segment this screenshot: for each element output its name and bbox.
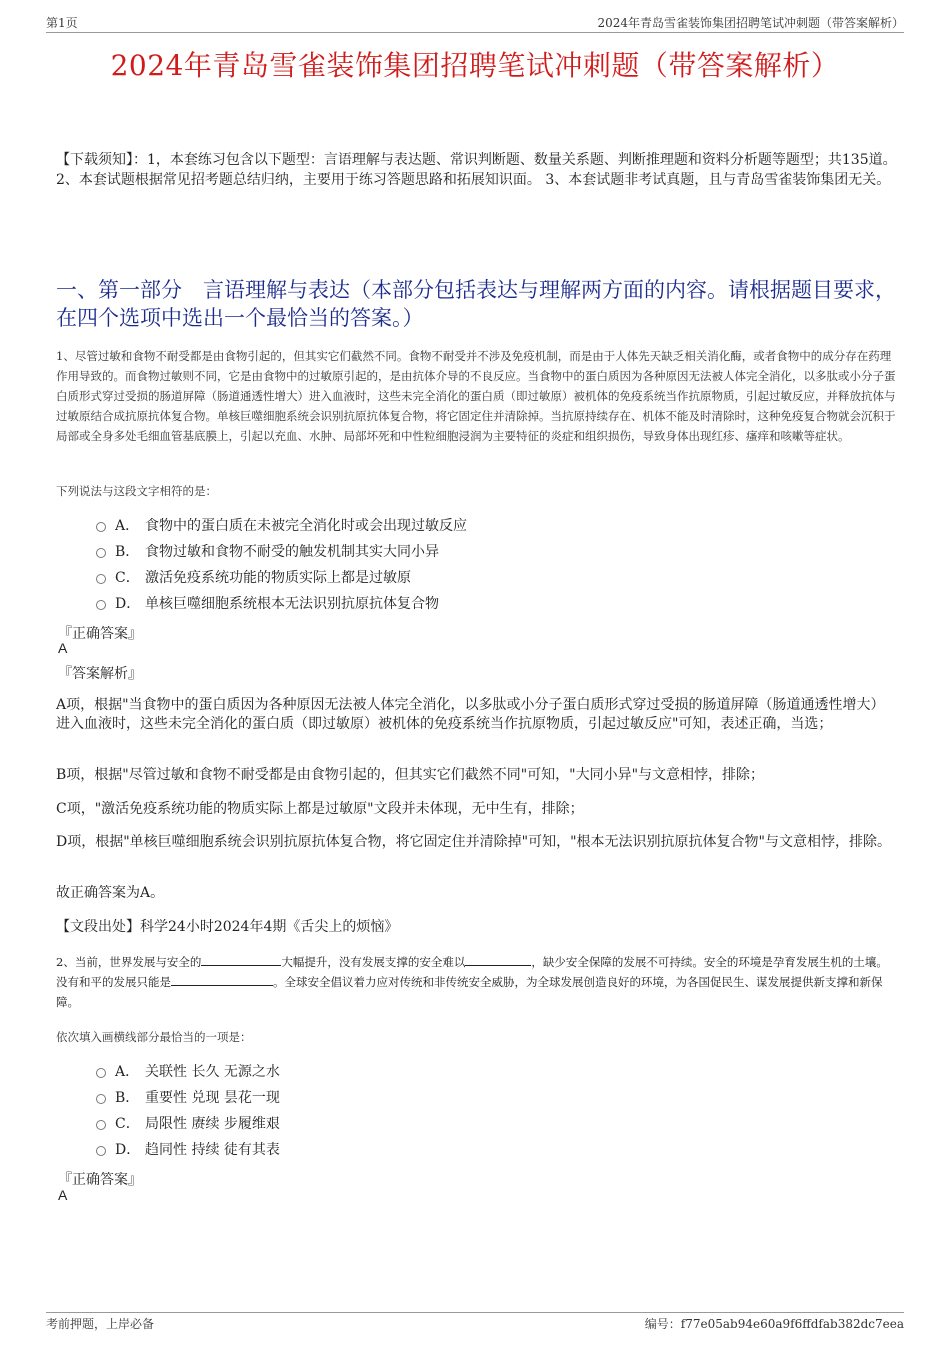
blank-2 [465, 953, 531, 966]
option-letter: C． [115, 570, 140, 586]
q2-text-4: 。全球安全倡议着力应对传统和非传统安全威胁，为全球发展创造良好的环境，为各国促民生、谋发展提供新支撑和新保障。 [56, 975, 883, 1009]
q1-option-a[interactable] [96, 513, 896, 539]
q1-option-d[interactable] [96, 591, 896, 617]
option-text: 单核巨噬细胞系统根本无法识别抗原抗体复合物 [145, 596, 439, 612]
option-letter: B． [115, 544, 140, 560]
q1-answer-label: 『正确答案』 [58, 626, 142, 642]
option-text: 趋同性 持续 徒有其表 [145, 1142, 280, 1158]
download-notice: 【下载须知】：1，本套练习包含以下题型：言语理解与表达题、常识判断题、数量关系题、判断推理题和资料分析题等题型；共135道。 2、本套试题根据常见招考题总结归纳，主要用于练习答题思路和拓展知识面。 3、本套试题非考试真题，且与青岛雪雀装饰集团无关。 [56, 152, 897, 188]
option-text: 激活免疫系统功能的物质实际上都是过敏原 [145, 570, 411, 586]
q2-option-a[interactable] [96, 1059, 896, 1085]
page-number: 第1页 [46, 16, 78, 30]
radio-button[interactable] [96, 1094, 106, 1104]
q2-options [96, 1059, 896, 1163]
q1-conclusion: 故正确答案为A。 [56, 885, 165, 901]
q2-option-b[interactable] [96, 1085, 896, 1111]
option-text: 食物过敏和食物不耐受的触发机制其实大同小异 [145, 544, 439, 560]
q2-option-d[interactable] [96, 1137, 896, 1163]
radio-button[interactable] [96, 574, 106, 584]
q2-answer: A [58, 1187, 68, 1203]
option-letter: A． [115, 1064, 140, 1080]
q1-answer: A [58, 640, 68, 656]
q1-analysis-c: C项，"激活免疫系统功能的物质实际上都是过敏原"文段并未体现，无中生有，排除； [56, 801, 584, 817]
radio-button[interactable] [96, 548, 106, 558]
page-header [46, 14, 904, 33]
q2-passage [56, 952, 898, 1012]
radio-button[interactable] [96, 522, 106, 532]
q2-text-2: 大幅提升，没有发展支撑的安全难以 [281, 955, 466, 969]
footer-slogan: 考前押题，上岸必备 [46, 1317, 155, 1331]
footer-serial: 编号：f77e05ab94e60a9f6ffdfab382dc7eea [644, 1317, 904, 1331]
q1-options [96, 513, 896, 617]
q1-analysis-label: 『答案解析』 [58, 666, 142, 682]
header-doc-title: 2024年青岛雪雀装饰集团招聘笔试冲刺题（带答案解析） [597, 16, 904, 30]
option-text: 食物中的蛋白质在未被完全消化时或会出现过敏反应 [145, 518, 467, 534]
blank-3 [171, 973, 273, 986]
option-letter: C． [115, 1116, 140, 1132]
q1-option-b[interactable] [96, 539, 896, 565]
q1-passage: 1、尽管过敏和食物不耐受都是由食物引起的，但其实它们截然不同。食物不耐受并不涉及免疫机制，而是由于人体先天缺乏相关消化酶，或者食物中的成分存在药理作用导致的。而食物过敏则不同，它是由食物中的过敏原引起的，是由抗体介导的不良反应。当食物中的蛋白质因为各种原因无法被人体完全消化，以多肽或小分子蛋白质形式穿过受损的肠道屏障（肠道通透性增大）进入血液时，这些未完全消化的蛋白质（即过敏原）被机体的免疫系统当作抗原物质，引起过敏反应，并释放抗体与过敏原结合成抗原抗体复合物。单核巨噬细胞系统会识别抗原抗体复合物，将它固定住并清除掉。当抗原持续存在、机体不能及时清除时，这种免疫复合物就会沉积于局部或全身多处毛细血管基底膜上，引起以充血、水肿、局部坏死和中性粒细胞浸润为主要特征的炎症和组织损伤，导致身体出现红疹、瘙痒和咳嗽等症状。 [56, 349, 896, 443]
q2-question: 依次填入画横线部分最恰当的一项是： [56, 1030, 252, 1044]
radio-button[interactable] [96, 600, 106, 610]
radio-button[interactable] [96, 1068, 106, 1078]
option-text: 关联性 长久 无源之水 [145, 1064, 280, 1080]
radio-button[interactable] [96, 1120, 106, 1130]
q2-text-3: ，缺少安全保障的发展不可持续。安全的环境是孕育发展生机的土壤。没有和平的发展只能是 [56, 955, 888, 989]
q2-text-1: 2、当前，世界发展与安全的 [56, 955, 202, 969]
q1-analysis-a: A项，根据"当食物中的蛋白质因为各种原因无法被人体完全消化，以多肽或小分子蛋白质形式穿过受损的肠道屏障（肠道通透性增大）进入血液时，这些未完全消化的蛋白质（即过敏原）被机体的免疫系统当作抗原物质，引起过敏反应"可知，表述正确，当选； [56, 697, 885, 732]
q2-answer-label: 『正确答案』 [58, 1172, 142, 1188]
option-letter: A． [115, 518, 140, 534]
page-title: 2024年青岛雪雀装饰集团招聘笔试冲刺题（带答案解析） [110, 49, 840, 82]
section-heading: 一、第一部分 言语理解与表达（本部分包括表达与理解两方面的内容。请根据题目要求，在四个选项中选出一个最恰当的答案。） [56, 278, 896, 330]
blank-1 [201, 953, 281, 966]
q1-source: 【文段出处】科学24小时2024年4期《舌尖上的烦恼》 [56, 919, 399, 935]
q1-analysis-d: D项，根据"单核巨噬细胞系统会识别抗原抗体复合物，将它固定住并清除掉"可知，"根本无法识别抗原抗体复合物"与文意相悖，排除。 [56, 834, 891, 850]
q1-question: 下列说法与这段文字相符的是： [56, 484, 217, 498]
q1-analysis-b: B项，根据"尽管过敏和食物不耐受都是由食物引起的，但其实它们截然不同"可知，"大同小异"与文意相悖，排除； [56, 767, 765, 783]
q2-option-c[interactable] [96, 1111, 896, 1137]
option-letter: B． [115, 1090, 140, 1106]
option-text: 局限性 赓续 步履维艰 [145, 1116, 280, 1132]
page-footer [46, 1312, 904, 1333]
q1-option-c[interactable] [96, 565, 896, 591]
radio-button[interactable] [96, 1146, 106, 1156]
option-letter: D． [115, 596, 141, 612]
option-letter: D． [115, 1142, 141, 1158]
option-text: 重要性 兑现 昙花一现 [145, 1090, 280, 1106]
